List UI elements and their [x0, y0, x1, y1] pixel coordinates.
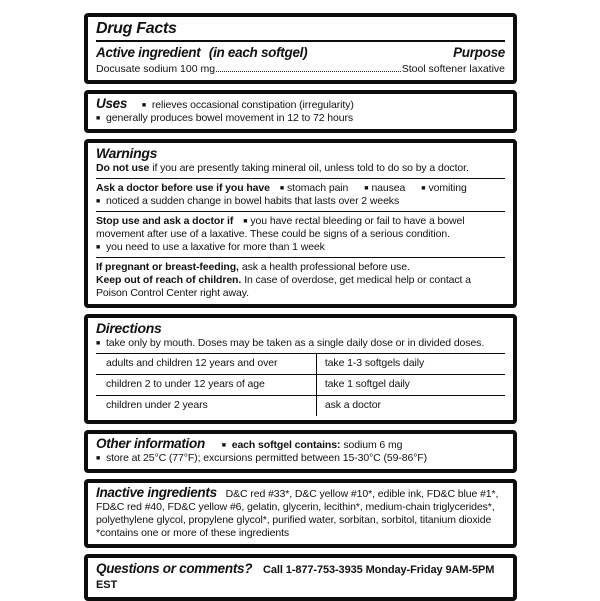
dosage-group: children 2 to under 12 years of age	[96, 375, 317, 395]
bullet-icon: ■	[96, 340, 101, 347]
stop-use-item-1: you have rectal bleeding or fail to have a bowel movement after use of a laxative. These could be signs of a serious condition.	[96, 215, 465, 240]
dosage-amount: take 1-3 softgels daily	[324, 357, 425, 369]
inactive-ingredients-footnote: *contains one or more of these ingredients	[96, 527, 290, 539]
stop-use-lead: Stop use and ask a doctor if	[96, 215, 234, 227]
dosage-group: children under 2 years	[96, 396, 317, 416]
softgel-contains-lead: each softgel contains:	[231, 439, 341, 451]
warnings-divider-3	[96, 257, 505, 258]
stop-use-line-2	[96, 241, 505, 254]
keep-out-text: In case of overdose, get medical help or contact a Poison Control Center right away.	[96, 274, 471, 299]
bullet-icon: ■	[279, 185, 285, 192]
stop-use-para	[96, 215, 505, 241]
ask-doctor-item-2	[364, 182, 405, 195]
ask-doctor-item-1-text: stomach pain	[287, 182, 349, 194]
warnings-heading: Warnings	[96, 145, 158, 161]
directions-heading: Directions	[96, 320, 162, 336]
warnings-divider-1	[96, 178, 505, 179]
bullet-icon: ■	[141, 102, 147, 109]
inactive-ingredients-para	[96, 485, 505, 540]
ask-doctor-item-1	[280, 182, 348, 195]
pregnant-lead: If pregnant or breast-feeding,	[96, 261, 239, 273]
drug-facts-title: Drug Facts	[96, 20, 177, 37]
other-info-line-2	[96, 452, 505, 465]
ask-doctor-lead: Ask a doctor before use if you have	[96, 182, 270, 194]
questions-phone-text: Call 1-877-753-3935 Monday-Friday 9AM-5PM EST	[96, 564, 495, 591]
section-warnings	[84, 139, 517, 308]
questions-heading: Questions or comments?	[96, 561, 253, 576]
bullet-icon: ■	[96, 115, 101, 122]
bullet-icon: ■	[221, 442, 226, 449]
uses-line-1	[96, 96, 505, 112]
keep-out-para	[96, 274, 505, 300]
ask-doctor-item-3-text: vomiting	[428, 182, 467, 194]
do-not-use-para	[96, 162, 505, 175]
bullet-icon: ■	[243, 218, 248, 225]
directions-note-text: take only by mouth. Doses may be taken as a single daily dose or in divided doses.	[105, 337, 485, 349]
storage-text: store at 25°C (77°F); excursions permitted between 15-30°C (59-86°F)	[105, 452, 428, 464]
softgel-contains-value: sodium 6 mg	[343, 439, 403, 451]
ask-doctor-item-3	[421, 182, 466, 195]
ingredient-row	[96, 62, 505, 76]
ingredient-purpose: Stool softener laxative	[401, 63, 505, 75]
bullet-icon: ■	[364, 185, 369, 192]
dosage-table	[96, 353, 505, 416]
ask-doctor-line-2	[96, 195, 505, 208]
section-uses	[84, 90, 517, 133]
active-ingredient-heading-suffix: (in each softgel)	[208, 45, 308, 60]
section-questions	[84, 554, 517, 601]
inactive-ingredients-heading: Inactive ingredients	[96, 485, 217, 500]
keep-out-lead: Keep out of reach of children.	[96, 274, 242, 286]
uses-item-2: generally produces bowel movement in 12 to 72 hours	[105, 112, 354, 124]
active-ingredient-heading	[96, 44, 307, 62]
table-row	[96, 374, 505, 395]
ingredient-name: Docusate sodium 100 mg	[96, 63, 216, 75]
active-ingredient-header-row	[96, 44, 505, 62]
ask-doctor-para	[96, 182, 505, 195]
section-active-ingredient	[84, 13, 517, 84]
bullet-icon: ■	[96, 244, 101, 251]
warnings-divider-2	[96, 211, 505, 212]
dotted-leader	[216, 71, 401, 72]
pregnant-text: ask a health professional before use.	[241, 261, 410, 273]
title-divider	[96, 40, 505, 42]
pregnant-para	[96, 261, 505, 274]
uses-line-2	[96, 112, 505, 125]
bullet-icon: ■	[96, 455, 101, 462]
table-row	[96, 395, 505, 416]
inactive-ingredients-text: D&C red #33*, D&C yellow #10*, edible ink, FD&C blue #1*, FD&C red #40, FD&C yellow #6, gelatin, glycerin, lecithin*, medium-chain triglycerides*, polyethylene glycol, propylene glycol*, purified water, sorbitan, sorbitol, titanium dioxide	[96, 488, 499, 526]
do-not-use-text: if you are presently taking mineral oil, unless told to do so by a doctor.	[152, 162, 469, 174]
other-info-heading: Other information	[96, 436, 205, 451]
drug-facts-label	[84, 13, 517, 601]
uses-heading: Uses	[96, 96, 128, 111]
bullet-icon: ■	[421, 185, 426, 192]
dosage-amount: take 1 softgel daily	[324, 378, 410, 390]
do-not-use-lead: Do not use	[96, 162, 150, 174]
section-other-information	[84, 430, 517, 473]
active-ingredient-heading-text: Active ingredient	[96, 45, 201, 60]
section-directions	[84, 314, 517, 424]
uses-item-1: relieves occasional constipation (irregularity)	[151, 99, 354, 111]
bullet-icon: ■	[96, 198, 101, 205]
section-inactive-ingredients	[84, 479, 517, 548]
other-info-line-1	[96, 436, 505, 452]
table-row	[96, 353, 505, 374]
questions-line	[96, 561, 505, 593]
ask-doctor-item-2-text: nausea	[371, 182, 406, 194]
purpose-heading: Purpose	[453, 45, 505, 60]
ask-doctor-item-4-text: noticed a sudden change in bowel habits that lasts over 2 weeks	[105, 195, 400, 207]
directions-note	[96, 337, 505, 350]
dosage-amount: ask a doctor	[324, 399, 381, 411]
stop-use-item-2: you need to use a laxative for more than 1 week	[105, 241, 325, 253]
dosage-group: adults and children 12 years and over	[96, 354, 317, 374]
